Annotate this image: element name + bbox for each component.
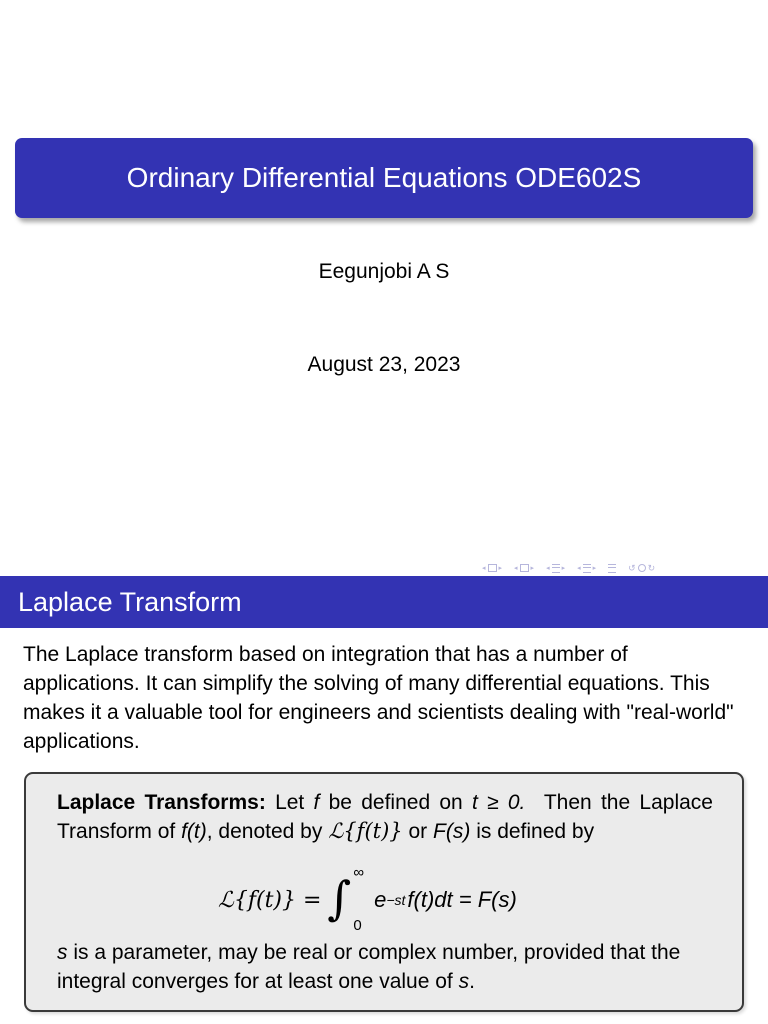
- presentation-title: Ordinary Differential Equations ODE602S: [126, 162, 642, 193]
- definition-note: [57, 938, 713, 996]
- nav-frame-icon: [488, 564, 497, 572]
- nav-right-arrow-icon: ▸: [592, 565, 597, 572]
- integral-limits: [353, 864, 365, 934]
- date: August 23, 2023: [307, 353, 461, 376]
- upper-limit: ∞: [353, 864, 365, 881]
- nav-left-arrow-icon: ◂: [514, 565, 518, 572]
- integral-sign: ∫: [327, 871, 352, 925]
- definition-text-part: , denoted by: [206, 820, 323, 843]
- content-slide: [0, 576, 768, 1024]
- math-var-s: s: [57, 941, 68, 964]
- integrand-exponent: −st: [386, 892, 406, 908]
- definition-box: [24, 772, 744, 1012]
- definition-heading: Laplace Transforms:: [57, 791, 266, 814]
- definition-text-part: be defined on: [328, 791, 463, 814]
- nav-right-arrow-icon: ▸: [530, 565, 535, 572]
- definition-note-text: is a parameter, may be real or complex number, provided that the integral converges for at least one value of: [57, 941, 681, 993]
- nav-right-arrow-icon: ▸: [498, 565, 503, 572]
- nav-section-icon: [552, 564, 560, 573]
- nav-document-icon: [583, 564, 591, 573]
- definition-note-end: .: [469, 970, 475, 993]
- definition-text-part: or: [408, 820, 428, 843]
- lower-limit: 0: [353, 917, 362, 934]
- math-F-of-s: F(s): [433, 820, 471, 843]
- math-var-f: f: [313, 791, 320, 814]
- intro-paragraph: The Laplace transform based on integration that has a number of applications. It can simplify the solving of many differential equations. This makes it a valuable tool for engineers and scientists dealing with "real-world" applications.: [23, 643, 734, 753]
- nav-left-arrow-icon: ◂: [482, 565, 486, 572]
- math-laplace-f: ℒ{f(t)}: [328, 819, 403, 843]
- nav-appendix-group[interactable]: [608, 564, 616, 573]
- frame-title-text: Laplace Transform: [18, 586, 242, 617]
- beamer-navigation: [482, 561, 764, 575]
- formula-lhs: ℒ{f(t)} =: [218, 887, 322, 913]
- nav-subsection-icon: [520, 564, 529, 572]
- formula-rhs: f(t)dt = F(s): [407, 887, 517, 912]
- laplace-formula: [218, 864, 517, 934]
- author: Eegunjobi A S: [318, 260, 450, 283]
- search-icon: [638, 564, 646, 572]
- definition-text-part: Then the Laplace Transform of: [57, 791, 713, 843]
- definition-text: [57, 788, 713, 846]
- nav-back-icon: ↺: [628, 562, 636, 573]
- nav-left-arrow-icon: ◂: [546, 565, 550, 572]
- nav-document-group[interactable]: [577, 564, 596, 573]
- definition-text-part: Let: [275, 791, 305, 814]
- math-f-of-t: f(t): [181, 820, 207, 843]
- nav-forward-icon: ↻: [647, 562, 656, 573]
- nav-appendix-icon: [608, 564, 616, 573]
- nav-frame-group[interactable]: [482, 564, 502, 572]
- nav-search-group[interactable]: [628, 563, 655, 574]
- math-condition: t ≥ 0.: [471, 791, 526, 814]
- definition-text-part: is defined by: [476, 820, 595, 843]
- nav-section-group[interactable]: [546, 564, 565, 573]
- frame-title: [0, 576, 768, 628]
- title-box: [15, 138, 753, 218]
- integrand-e: e: [374, 887, 387, 912]
- nav-left-arrow-icon: ◂: [577, 565, 581, 572]
- nav-right-arrow-icon: ▸: [561, 565, 566, 572]
- math-var-s: s: [458, 970, 470, 993]
- nav-subsection-group[interactable]: [514, 564, 534, 572]
